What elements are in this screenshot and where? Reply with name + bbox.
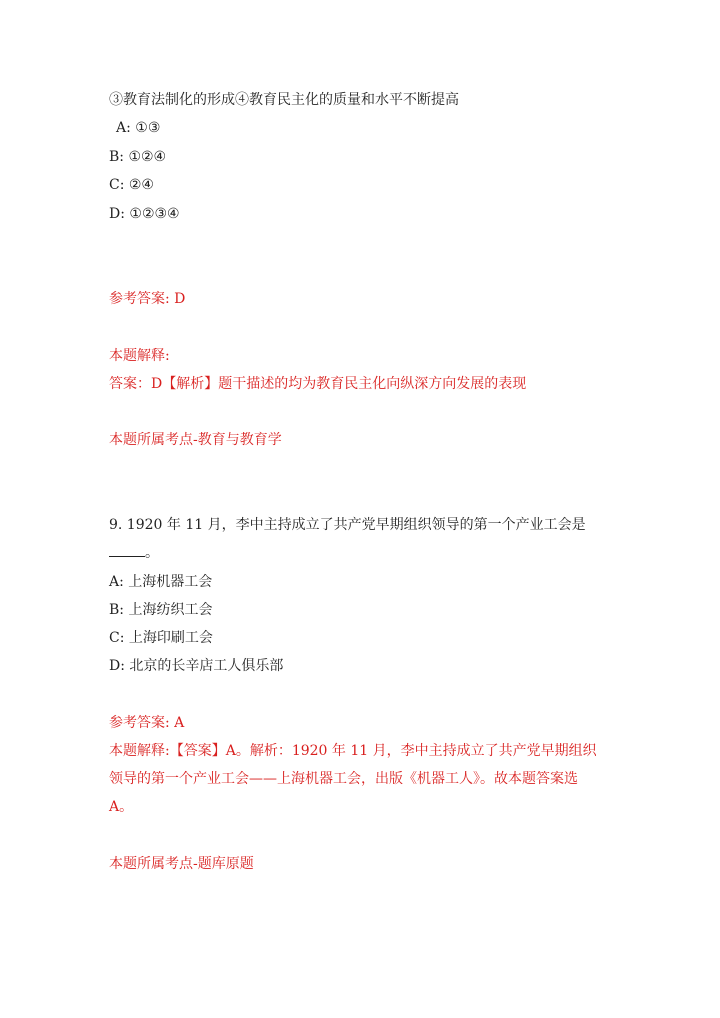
q9-topic: 本题所属考点-题库原题 [109, 856, 254, 872]
q9-stem: 9. 1920 年 11 月，李中主持成立了共产党早期组织领导的第一个产业工会是 [109, 517, 586, 533]
q9-blank-line [109, 543, 159, 563]
q9-answer: 参考答案: A [109, 715, 185, 731]
answer-blank [109, 543, 145, 557]
q9-explanation-line-2: 领导的第一个产业工会——上海机器工会，出版《机器工人》。故本题答案选 [109, 771, 578, 787]
q9-stem-end: 。 [145, 545, 159, 561]
q9-explanation-line-3: A。 [109, 799, 134, 815]
q9-option-d: D: 北京的长辛店工人俱乐部 [109, 658, 284, 674]
q9-option-b: B: 上海纺织工会 [109, 602, 213, 618]
q8-option-b: B: ①②④ [109, 149, 167, 165]
q9-option-a: A: 上海机器工会 [109, 574, 213, 590]
q8-explanation: 答案：D【解析】题干描述的均为教育民主化向纵深方向发展的表现 [109, 376, 527, 392]
q8-option-c: C: ②④ [109, 177, 154, 193]
q8-topic: 本题所属考点-教育与教育学 [109, 432, 282, 448]
q9-option-c: C: 上海印刷工会 [109, 630, 213, 646]
q8-explanation-label: 本题解释: [109, 348, 170, 364]
q8-stem-tail: ③教育法制化的形成④教育民主化的质量和水平不断提高 [109, 92, 459, 108]
q8-answer: 参考答案: D [109, 291, 186, 307]
q8-option-d: D: ①②③④ [109, 206, 180, 222]
q9-explanation-line-1: 本题解释:【答案】A。解析：1920 年 11 月，李中主持成立了共产党早期组织 [109, 743, 597, 759]
q8-option-a: A: ①③ [116, 120, 161, 136]
